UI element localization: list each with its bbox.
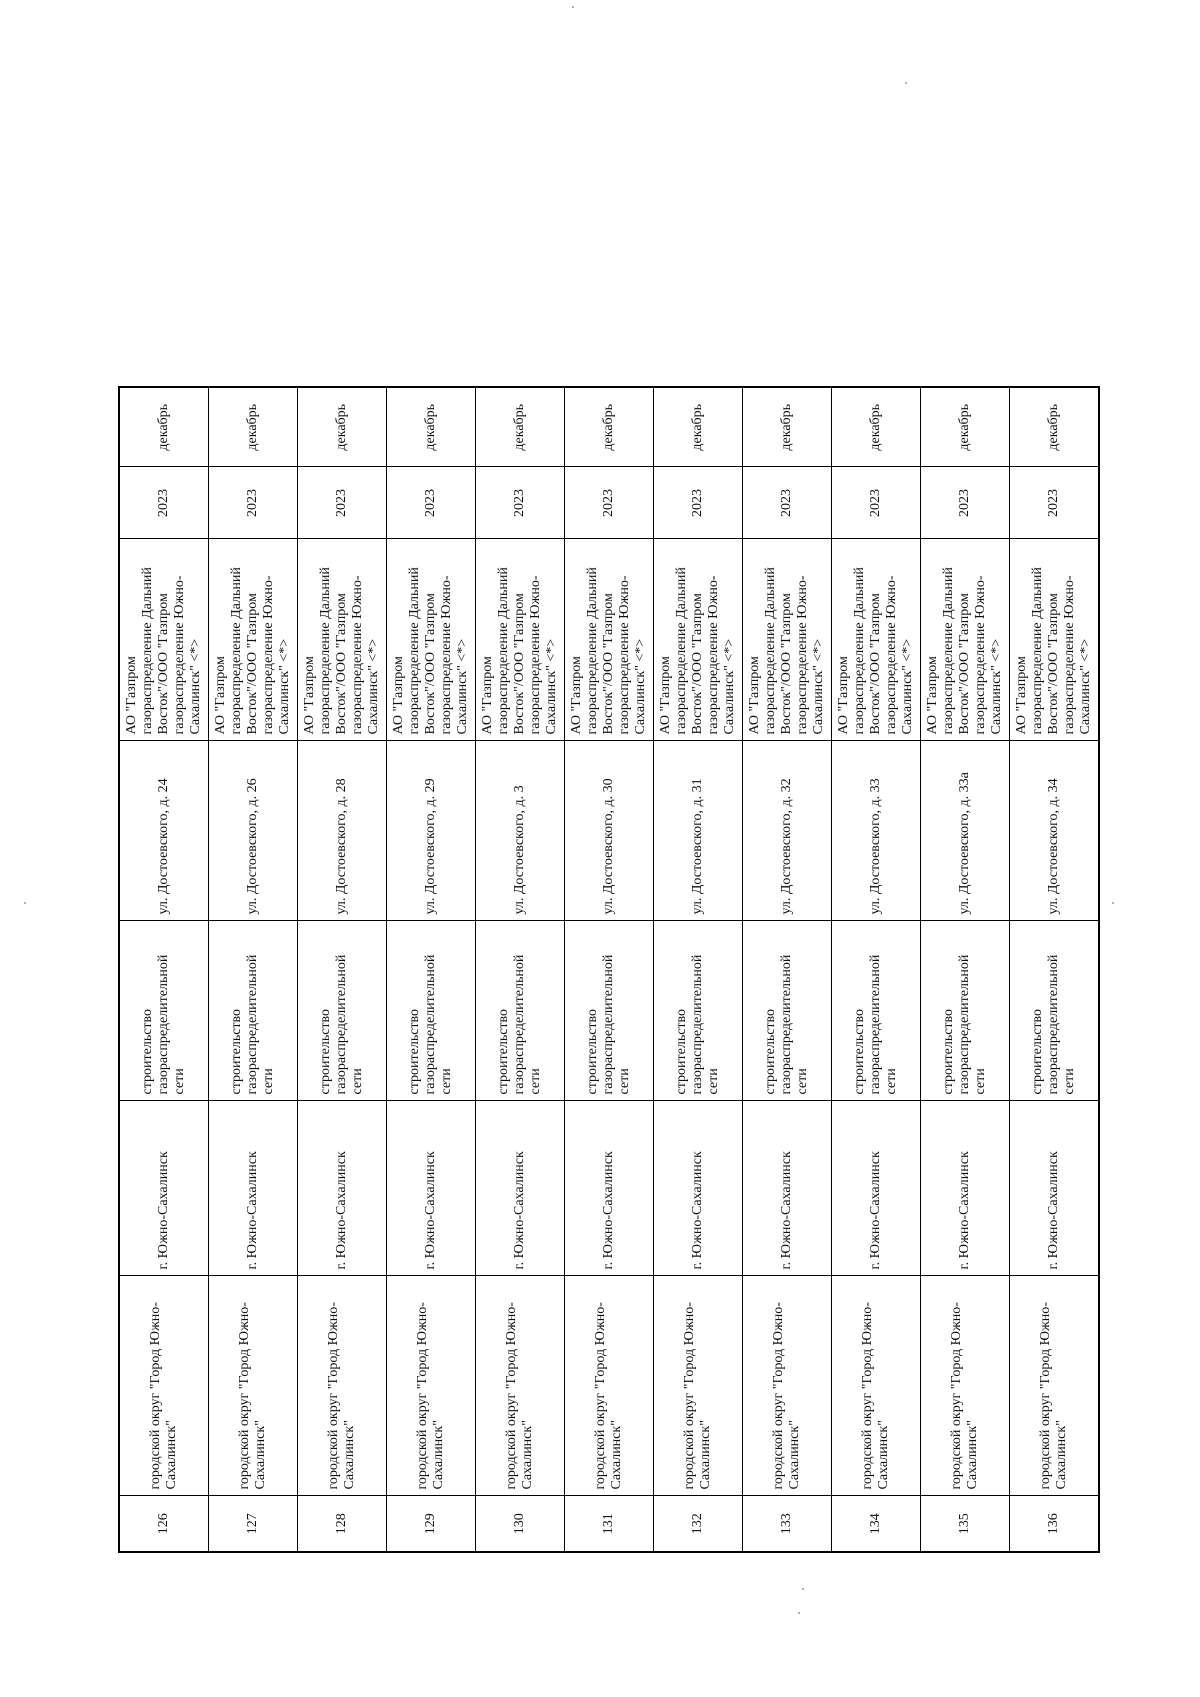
cell-row-number: 136 [1010,1496,1100,1552]
cell-row-number: 135 [921,1496,1010,1552]
cell-operator: АО "Газпром газораспределение Дальний Восток"/ООО "Газпром газораспределение Южно-Сахалинск" <*> [743,539,832,741]
scan-speck [905,82,907,84]
cell-operator: АО "Газпром газораспределение Дальний Восток"/ООО "Газпром газораспределение Южно-Сахалинск" <*> [476,539,565,741]
cell-month: декабрь [654,387,743,467]
cell-month: декабрь [476,387,565,467]
cell-settlement: г. Южно-Сахалинск [387,1101,476,1276]
cell-municipal-district: городской округ "Город Южно-Сахалинск" [298,1276,387,1496]
cell-settlement: г. Южно-Сахалинск [298,1101,387,1276]
table-row [743,387,832,1552]
cell-month: декабрь [209,387,298,467]
cell-row-number: 130 [476,1496,565,1552]
cell-year: 2023 [1010,467,1100,539]
cell-settlement: г. Южно-Сахалинск [565,1101,654,1276]
cell-address: ул. Достоевского, д. 33 [832,741,921,921]
cell-settlement: г. Южно-Сахалинск [743,1101,832,1276]
cell-work-type: строительство газораспределительной сети [298,921,387,1101]
rotated-table-wrapper [118,388,1099,1553]
cell-row-number: 131 [565,1496,654,1552]
scan-speck [798,1612,800,1614]
cell-address: ул. Достоевского, д. 34 [1010,741,1100,921]
table-row [1010,387,1100,1552]
cell-work-type: строительство газораспределительной сети [387,921,476,1101]
gasification-schedule-table [118,386,1100,1553]
cell-municipal-district: городской округ "Город Южно-Сахалинск" [387,1276,476,1496]
cell-municipal-district: городской округ "Город Южно-Сахалинск" [209,1276,298,1496]
cell-month: декабрь [298,387,387,467]
cell-operator: АО "Газпром газораспределение Дальний Восток"/ООО "Газпром газораспределение Южно-Сахалинск" <*> [565,539,654,741]
scan-speck [802,1588,804,1590]
cell-operator: АО "Газпром газораспределение Дальний Восток"/ООО "Газпром газораспределение Южно-Сахалинск" <*> [119,539,209,741]
cell-settlement: г. Южно-Сахалинск [209,1101,298,1276]
cell-address: ул. Достоевского, д. 31 [654,741,743,921]
cell-work-type: строительство газораспределительной сети [832,921,921,1101]
scan-speck [572,6,574,8]
cell-work-type: строительство газораспределительной сети [565,921,654,1101]
cell-work-type: строительство газораспределительной сети [476,921,565,1101]
cell-operator: АО "Газпром газораспределение Дальний Восток"/ООО "Газпром газораспределение Южно-Сахалинск" <*> [209,539,298,741]
cell-month: декабрь [832,387,921,467]
cell-row-number: 132 [654,1496,743,1552]
cell-year: 2023 [476,467,565,539]
cell-year: 2023 [654,467,743,539]
cell-address: ул. Достоевского, д. 3 [476,741,565,921]
cell-row-number: 133 [743,1496,832,1552]
cell-year: 2023 [387,467,476,539]
cell-municipal-district: городской округ "Город Южно-Сахалинск" [832,1276,921,1496]
cell-address: ул. Достоевского, д. 29 [387,741,476,921]
cell-municipal-district: городской округ "Город Южно-Сахалинск" [476,1276,565,1496]
cell-municipal-district: городской округ "Город Южно-Сахалинск" [119,1276,209,1496]
cell-year: 2023 [209,467,298,539]
cell-settlement: г. Южно-Сахалинск [654,1101,743,1276]
cell-year: 2023 [743,467,832,539]
cell-month: декабрь [387,387,476,467]
cell-work-type: строительство газораспределительной сети [743,921,832,1101]
cell-municipal-district: городской округ "Город Южно-Сахалинск" [654,1276,743,1496]
table-row [209,387,298,1552]
cell-operator: АО "Газпром газораспределение Дальний Восток"/ООО "Газпром газораспределение Южно-Сахалинск" <*> [654,539,743,741]
cell-month: декабрь [1010,387,1100,467]
scan-speck [24,902,26,904]
cell-address: ул. Достоевского, д. 28 [298,741,387,921]
cell-operator: АО "Газпром газораспределение Дальний Восток"/ООО "Газпром газораспределение Южно-Сахалинск" <*> [1010,539,1100,741]
cell-municipal-district: городской округ "Город Южно-Сахалинск" [565,1276,654,1496]
cell-operator: АО "Газпром газораспределение Дальний Восток"/ООО "Газпром газораспределение Южно-Сахалинск" <*> [387,539,476,741]
cell-operator: АО "Газпром газораспределение Дальний Восток"/ООО "Газпром газораспределение Южно-Сахалинск" <*> [832,539,921,741]
cell-month: декабрь [743,387,832,467]
table-row [654,387,743,1552]
cell-address: ул. Достоевского, д. 33а [921,741,1010,921]
cell-row-number: 134 [832,1496,921,1552]
cell-municipal-district: городской округ "Город Южно-Сахалинск" [921,1276,1010,1496]
table-body [119,387,1099,1552]
cell-year: 2023 [119,467,209,539]
cell-work-type: строительство газораспределительной сети [921,921,1010,1101]
cell-work-type: строительство газораспределительной сети [654,921,743,1101]
cell-year: 2023 [298,467,387,539]
cell-year: 2023 [832,467,921,539]
cell-settlement: г. Южно-Сахалинск [832,1101,921,1276]
cell-operator: АО "Газпром газораспределение Дальний Восток"/ООО "Газпром газораспределение Южно-Сахалинск" <*> [921,539,1010,741]
cell-month: декабрь [565,387,654,467]
cell-settlement: г. Южно-Сахалинск [119,1101,209,1276]
cell-address: ул. Достоевского, д. 24 [119,741,209,921]
cell-row-number: 128 [298,1496,387,1552]
table-row [832,387,921,1552]
cell-year: 2023 [921,467,1010,539]
cell-settlement: г. Южно-Сахалинск [476,1101,565,1276]
cell-operator: АО "Газпром газораспределение Дальний Восток"/ООО "Газпром газораспределение Южно-Сахалинск" <*> [298,539,387,741]
cell-month: декабрь [921,387,1010,467]
cell-settlement: г. Южно-Сахалинск [1010,1101,1100,1276]
cell-work-type: строительство газораспределительной сети [1010,921,1100,1101]
table-row [565,387,654,1552]
table-row [119,387,209,1552]
table-row [921,387,1010,1552]
table-row [387,387,476,1552]
cell-work-type: строительство газораспределительной сети [209,921,298,1101]
cell-year: 2023 [565,467,654,539]
cell-address: ул. Достоевского, д. 26 [209,741,298,921]
cell-row-number: 129 [387,1496,476,1552]
cell-row-number: 126 [119,1496,209,1552]
cell-month: декабрь [119,387,209,467]
cell-work-type: строительство газораспределительной сети [119,921,209,1101]
scan-speck [1112,902,1114,904]
cell-address: ул. Достоевского, д. 32 [743,741,832,921]
cell-municipal-district: городской округ "Город Южно-Сахалинск" [1010,1276,1100,1496]
cell-settlement: г. Южно-Сахалинск [921,1101,1010,1276]
cell-address: ул. Достоевского, д. 30 [565,741,654,921]
table-row [298,387,387,1552]
table-row [476,387,565,1552]
cell-row-number: 127 [209,1496,298,1552]
cell-municipal-district: городской округ "Город Южно-Сахалинск" [743,1276,832,1496]
